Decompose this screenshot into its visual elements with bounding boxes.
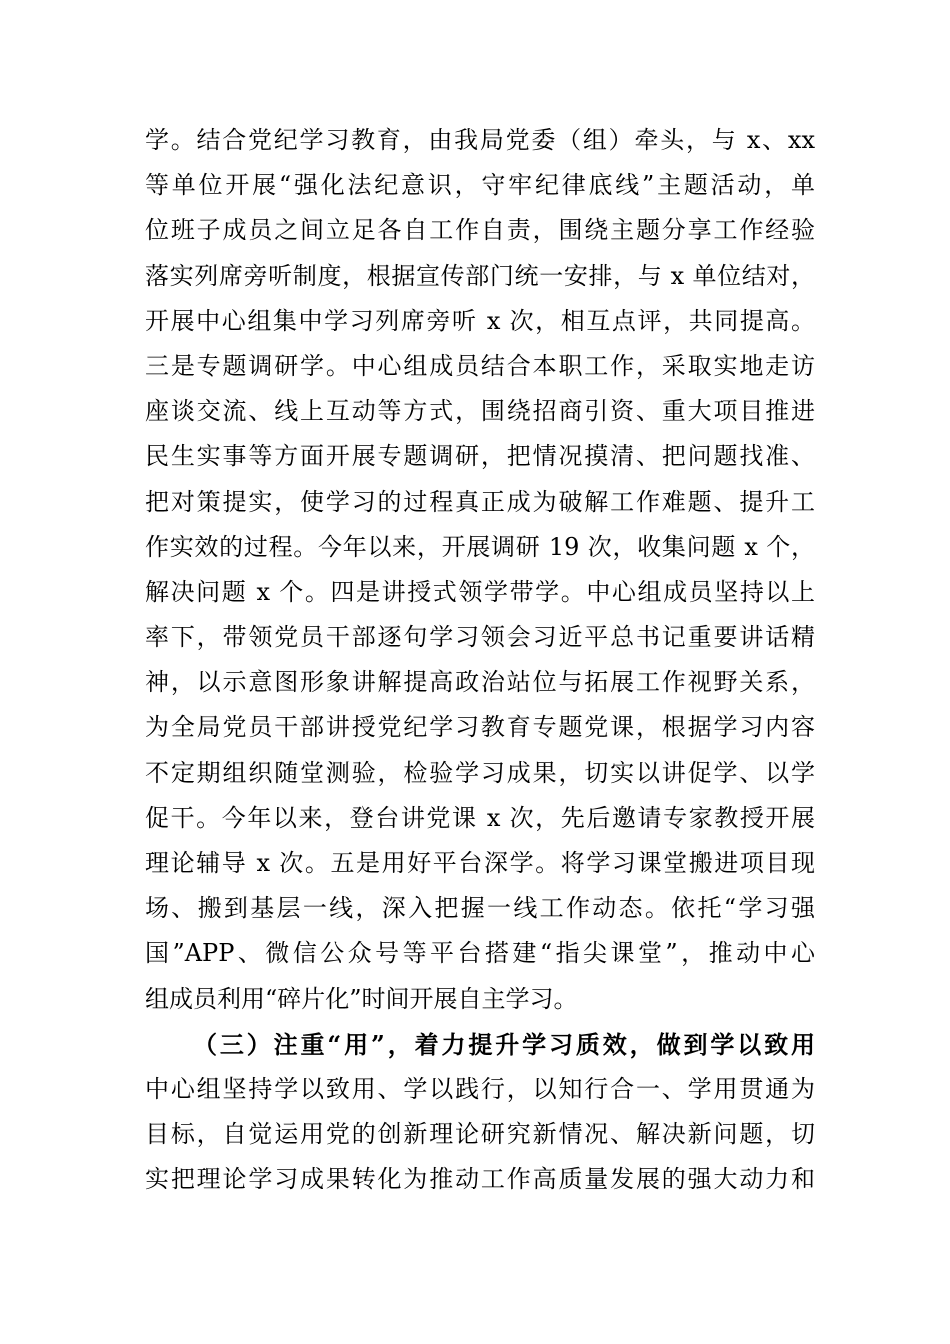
- text-line: 学。结合党纪学习教育，由我局党委（组）牵头，与 x、xx: [145, 126, 815, 154]
- text-line: 中心组坚持学以致用、学以践行，以知行合一、学用贯通为: [145, 1074, 815, 1103]
- text-line: 座谈交流、线上互动等方式，围绕招商引资、重大项目推进: [145, 397, 815, 426]
- text-line: 国”APP、微信公众号等平台搭建“指尖课堂”，推动中心: [145, 939, 815, 968]
- text-line: 位班子成员之间立足各自工作自责，围绕主题分享工作经验: [145, 216, 815, 245]
- text-line: 不定期组织随堂测验，检验学习成果，切实以讲促学、以学: [145, 758, 815, 787]
- text-line: 目标，自觉运用党的创新理论研究新情况、解决新问题，切: [145, 1120, 815, 1149]
- text-line: 开展中心组集中学习列席旁听 x 次，相互点评，共同提高。: [145, 306, 815, 335]
- text-line: 神，以示意图形象讲解提高政治站位与拓展工作视野关系，: [145, 668, 815, 697]
- text-line: 实把理论学习成果转化为推动工作高质量发展的强大动力和: [145, 1165, 815, 1194]
- text-line: 三是专题调研学。中心组成员结合本职工作，采取实地走访: [145, 351, 815, 380]
- text-line: 场、搬到基层一线，深入把握一线工作动态。依托“学习强: [145, 894, 815, 923]
- text-line: 促干。今年以来，登台讲党课 x 次，先后邀请专家教授开展: [145, 803, 815, 832]
- text-line: 率下，带领党员干部逐句学习领会习近平总书记重要讲话精: [145, 623, 815, 652]
- body-text: [145, 118, 815, 1203]
- text-line: 组成员利用“碎片化”时间开展自主学习。: [145, 984, 578, 1013]
- text-line: 把对策提实，使学习的过程真正成为破解工作难题、提升工: [145, 487, 815, 516]
- text-line: 理论辅导 x 次。五是用好平台深学。将学习课堂搬进项目现: [145, 849, 815, 877]
- text-line: 民生实事等方面开展专题调研，把情况摸清、把问题找准、: [145, 442, 815, 471]
- text-line: 落实列席旁听制度，根据宣传部门统一安排，与 x 单位结对，: [145, 261, 815, 290]
- text-line: 解决问题 x 个。四是讲授式领学带学。中心组成员坚持以上: [145, 577, 815, 606]
- text-line: 等单位开展“强化法纪意识，守牢纪律底线”主题活动，单: [145, 171, 815, 200]
- section-heading: （三）注重“用”，着力提升学习质效，做到学以致用: [193, 1029, 815, 1059]
- text-line: 作实效的过程。今年以来，开展调研 19 次，收集问题 x 个，: [145, 532, 815, 561]
- text-line: 为全局党员干部讲授党纪学习教育专题党课，根据学习内容: [145, 713, 815, 742]
